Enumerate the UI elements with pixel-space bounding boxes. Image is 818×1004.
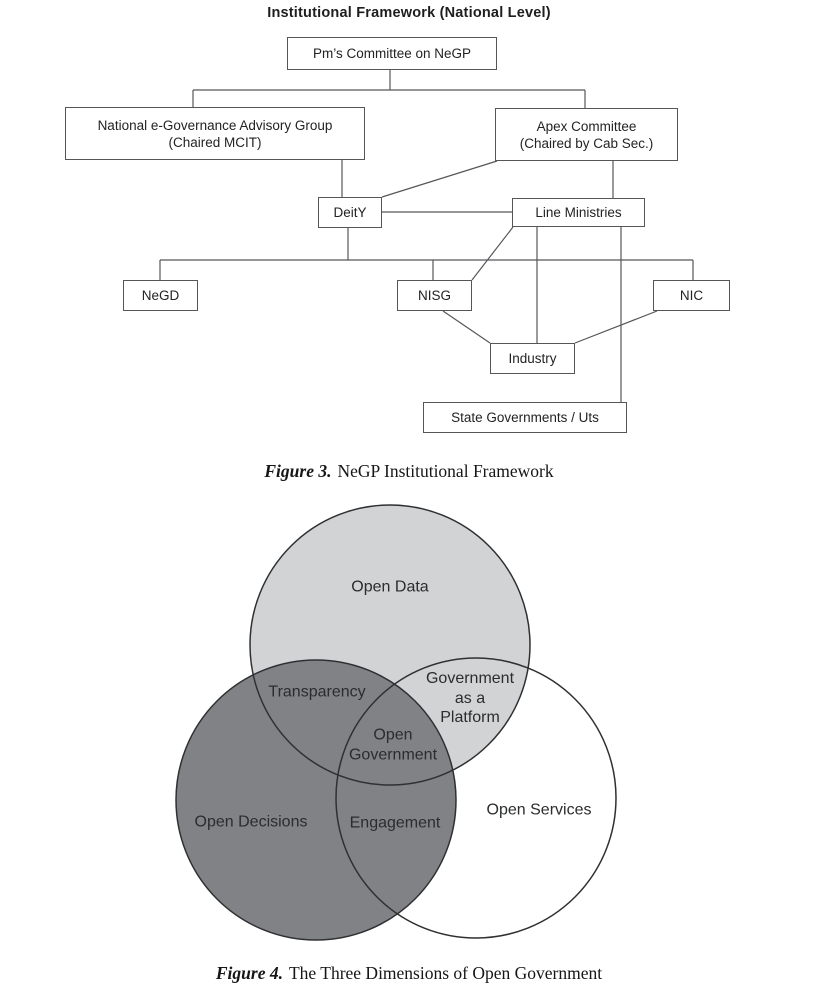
figure4-caption [0, 963, 818, 984]
venn-label-open-government [349, 726, 437, 765]
node-pm-committee [287, 37, 497, 70]
venn-label-open-services: Open Services [486, 801, 592, 819]
figure4-caption-label: Figure 4. [215, 963, 283, 983]
venn-label-line2: Government [348, 746, 438, 763]
node-nic [653, 280, 730, 311]
node-label: State Governments / Uts [451, 410, 599, 425]
node-label: Line Ministries [535, 205, 622, 220]
node-nisg [397, 280, 472, 311]
node-label: DeitY [333, 205, 367, 220]
node-national-egovernance-advisory-group [65, 107, 365, 160]
node-label-line2: (Chaired MCIT) [168, 134, 262, 150]
venn-label-line3: Platform [440, 708, 500, 726]
node-label-line2: (Chaired by Cab Sec.) [519, 135, 654, 151]
venn-label-line1: Government [425, 669, 515, 687]
figure3-caption [0, 461, 818, 482]
node-label-line1: National e-Governance Advisory Group [97, 117, 333, 133]
node-label: NIC [679, 288, 704, 303]
node-label-line1: Apex Committee [536, 118, 637, 134]
node-label: NeGD [141, 288, 180, 303]
node-deity [318, 197, 382, 228]
node-apex-committee [495, 108, 678, 161]
venn-label-transparency: Transparency [268, 683, 366, 701]
org-chart-title: Institutional Framework (National Level) [267, 5, 551, 21]
node-label: NISG [417, 288, 451, 303]
venn-label-government-as-a-platform [426, 669, 514, 728]
figure4-caption-text: The Three Dimensions of Open Government [288, 963, 603, 983]
node-label: Pm’s Committee on NeGP [312, 46, 472, 61]
node-industry [490, 343, 575, 374]
venn-label-line1: Open [373, 726, 413, 744]
venn-label-open-decisions: Open Decisions [194, 813, 308, 831]
venn-label-open-data: Open Data [351, 578, 429, 596]
node-line-ministries [512, 198, 645, 227]
node-negd [123, 280, 198, 311]
node-state-governments [423, 402, 627, 433]
circle-open-decisions-fill [176, 660, 456, 940]
venn-label-line2: as a [454, 689, 486, 707]
venn-label-engagement: Engagement [349, 814, 441, 832]
figure3-caption-label: Figure 3. [264, 461, 332, 481]
node-label: Industry [508, 351, 557, 366]
figure3-caption-text: NeGP Institutional Framework [337, 461, 554, 481]
